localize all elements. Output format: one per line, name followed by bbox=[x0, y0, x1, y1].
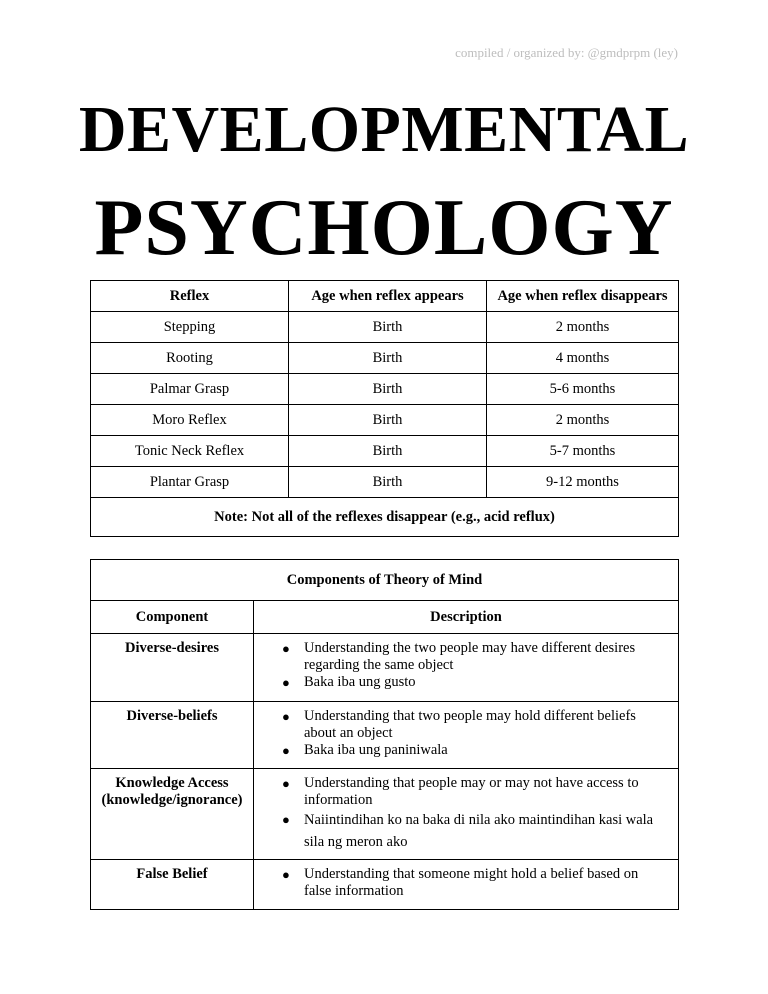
bullet-icon: ● bbox=[282, 743, 290, 758]
table-row bbox=[91, 769, 679, 860]
description-list bbox=[278, 708, 668, 759]
reflex-name-cell: Tonic Neck Reflex bbox=[91, 436, 289, 467]
table-row bbox=[91, 343, 679, 374]
list-item bbox=[282, 708, 668, 742]
appears-cell: Birth bbox=[289, 405, 487, 436]
list-item bbox=[282, 674, 668, 691]
list-item bbox=[282, 866, 668, 900]
appears-cell: Birth bbox=[289, 374, 487, 405]
component-name: Diverse-desires bbox=[91, 634, 254, 702]
table-row bbox=[91, 467, 679, 498]
table-row bbox=[91, 702, 679, 769]
list-item bbox=[282, 742, 668, 759]
point-text: Baka iba ung gusto bbox=[304, 674, 416, 690]
disappears-cell: 9-12 months bbox=[487, 467, 679, 498]
component-description bbox=[254, 702, 679, 769]
reflex-name-cell: Plantar Grasp bbox=[91, 467, 289, 498]
component-description bbox=[254, 769, 679, 860]
appears-cell: Birth bbox=[289, 312, 487, 343]
column-header-reflex: Reflex bbox=[91, 281, 289, 312]
disappears-cell: 5-6 months bbox=[487, 374, 679, 405]
bullet-icon: ● bbox=[282, 776, 290, 791]
description-list bbox=[278, 866, 668, 900]
column-header-description: Description bbox=[254, 601, 679, 634]
table-row bbox=[91, 860, 679, 910]
disappears-cell: 2 months bbox=[487, 312, 679, 343]
component-description bbox=[254, 634, 679, 702]
description-list bbox=[278, 775, 668, 853]
title-line-2: PSYCHOLOGY bbox=[94, 184, 674, 272]
point-text: Baka iba ung paniniwala bbox=[304, 742, 448, 758]
disappears-cell: 2 months bbox=[487, 405, 679, 436]
table-row bbox=[91, 634, 679, 702]
reflex-table bbox=[90, 280, 679, 537]
appears-cell: Birth bbox=[289, 343, 487, 374]
reflex-name-cell: Stepping bbox=[91, 312, 289, 343]
point-text: Understanding that people may or may not have access to information bbox=[304, 775, 639, 808]
bullet-icon: ● bbox=[282, 812, 290, 827]
column-header-appears: Age when reflex appears bbox=[289, 281, 487, 312]
bullet-icon: ● bbox=[282, 675, 290, 690]
disappears-cell: 4 months bbox=[487, 343, 679, 374]
reflex-table-header-row bbox=[91, 281, 679, 312]
bullet-icon: ● bbox=[282, 641, 290, 656]
point-text: Understanding the two people may have different desires regarding the same object bbox=[304, 640, 636, 673]
table-row bbox=[91, 405, 679, 436]
reflex-name-cell: Palmar Grasp bbox=[91, 374, 289, 405]
tom-header-row bbox=[91, 601, 679, 634]
description-list bbox=[278, 640, 668, 691]
title-line-1: DEVELOPMENTAL bbox=[78, 93, 690, 166]
table-row bbox=[91, 436, 679, 467]
table-row bbox=[91, 312, 679, 343]
column-header-disappears: Age when reflex disappears bbox=[487, 281, 679, 312]
reflex-note: Note: Not all of the reflexes disappear (e.g., acid reflux) bbox=[91, 498, 679, 537]
component-name: Diverse-beliefs bbox=[91, 702, 254, 769]
bullet-icon: ● bbox=[282, 709, 290, 724]
theory-of-mind-table bbox=[90, 559, 679, 910]
tom-caption-row bbox=[91, 560, 679, 601]
point-text: Understanding that someone might hold a belief based on false information bbox=[304, 866, 639, 899]
component-name: False Belief bbox=[91, 860, 254, 910]
credit-text: compiled / organized by: @gmdprpm (ley) bbox=[455, 45, 678, 60]
appears-cell: Birth bbox=[289, 467, 487, 498]
component-name: Knowledge Access (knowledge/ignorance) bbox=[91, 769, 254, 860]
table-row bbox=[91, 374, 679, 405]
list-item bbox=[282, 775, 668, 809]
bullet-icon: ● bbox=[282, 867, 290, 882]
list-item bbox=[282, 640, 668, 674]
appears-cell: Birth bbox=[289, 436, 487, 467]
reflex-name-cell: Moro Reflex bbox=[91, 405, 289, 436]
tom-table-caption: Components of Theory of Mind bbox=[91, 560, 679, 601]
list-item bbox=[282, 809, 668, 853]
reflex-name-cell: Rooting bbox=[91, 343, 289, 374]
component-description bbox=[254, 860, 679, 910]
point-text: Understanding that two people may hold different beliefs about an object bbox=[304, 708, 636, 741]
reflex-note-row bbox=[91, 498, 679, 537]
disappears-cell: 5-7 months bbox=[487, 436, 679, 467]
point-text: Naiintindihan ko na baka di nila ako maintindihan kasi wala sila ng meron ako bbox=[304, 812, 654, 850]
column-header-component: Component bbox=[91, 601, 254, 634]
